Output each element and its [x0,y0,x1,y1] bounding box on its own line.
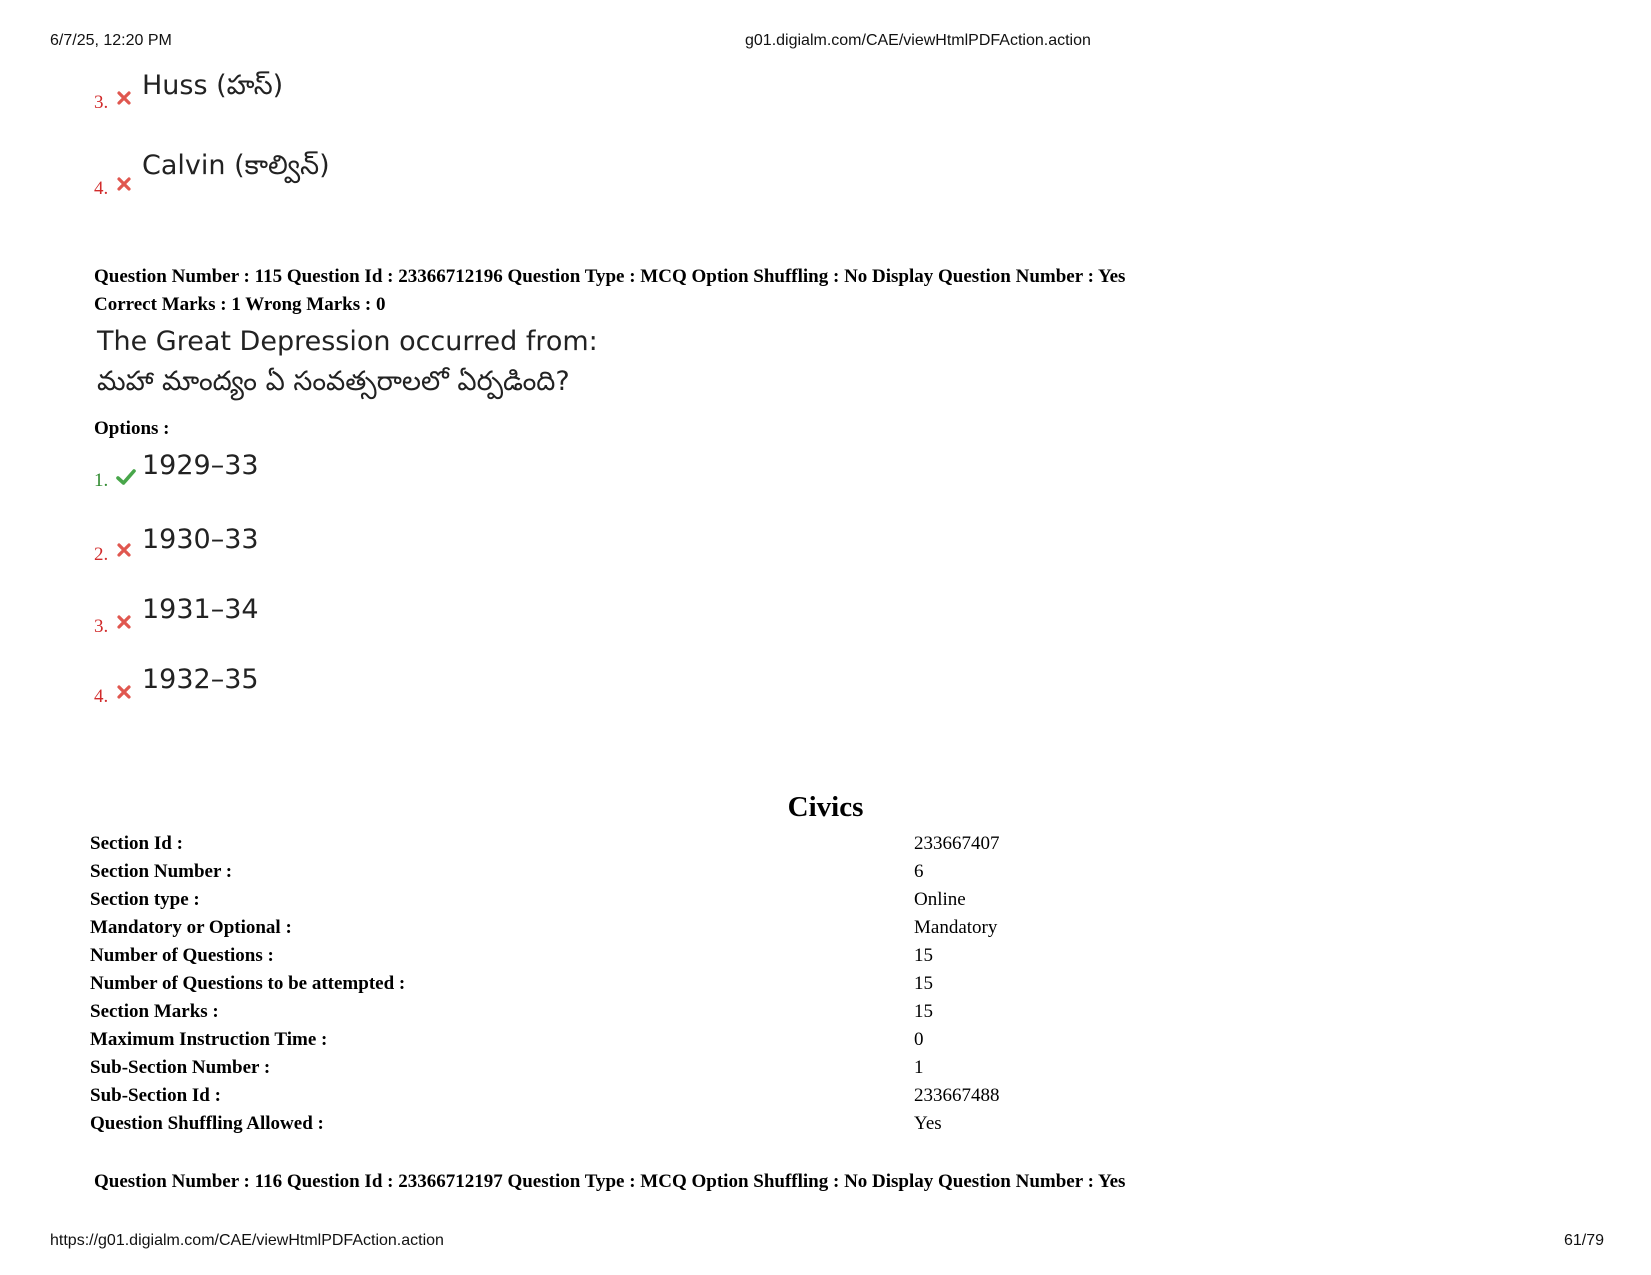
info-value: Online [914,889,966,910]
question-meta-line: Question Number : 115 Question Id : 23366712196 Question Type : MCQ Option Shuffling : No Display Question Number : Yes [94,266,1126,287]
section-title: Civics [787,791,864,823]
info-value: 1 [914,1057,924,1078]
checkmark-icon [116,468,136,486]
footer-url: https://g01.digialm.com/CAE/viewHtmlPDFAction.action [50,1232,444,1249]
option-number: 4. [94,178,109,199]
option-text: Calvin (కాల్విన్) [142,150,330,181]
question-text-english: The Great Depression occurred from: [97,326,598,357]
info-label: Mandatory or Optional : [90,917,292,938]
print-datetime: 6/7/25, 12:20 PM [50,32,172,49]
info-label: Section Id : [90,833,183,854]
option-text: Huss (హస్) [142,70,284,101]
option-number: 4. [94,686,109,707]
option-number: 3. [94,92,109,113]
option-text: 1929–33 [142,450,259,481]
question-meta-line: Question Number : 116 Question Id : 23366712197 Question Type : MCQ Option Shuffling : No Display Question Number : Yes [94,1171,1126,1192]
option-text: 1932–35 [142,664,259,695]
info-label: Sub-Section Number : [90,1057,271,1078]
options-label: Options : [94,418,170,439]
info-label: Section Number : [90,861,233,882]
info-value: 15 [914,973,933,994]
info-value: 233667488 [914,1085,1000,1106]
info-label: Sub-Section Id : [90,1085,221,1106]
cross-icon [116,176,132,192]
option-text: 1930–33 [142,524,259,555]
info-value: Mandatory [914,917,998,938]
question-text-telugu: మహా మాంద్యం ఏ సంవత్సరాలలో ఏర్పడింది? [97,366,570,397]
info-value: 233667407 [914,833,1000,854]
info-value: 15 [914,945,933,966]
info-label: Section type : [90,889,200,910]
info-value: 6 [914,861,924,882]
info-label: Number of Questions to be attempted : [90,973,406,994]
option-text: 1931–34 [142,594,259,625]
info-value: 0 [914,1029,924,1050]
print-page-url: g01.digialm.com/CAE/viewHtmlPDFAction.action [745,32,1091,49]
info-value: 15 [914,1001,933,1022]
info-label: Number of Questions : [90,945,274,966]
info-label: Maximum Instruction Time : [90,1029,328,1050]
info-value: Yes [914,1113,942,1134]
cross-icon [116,614,132,630]
question-marks-line: Correct Marks : 1 Wrong Marks : 0 [94,294,386,315]
info-label: Question Shuffling Allowed : [90,1113,324,1134]
cross-icon [116,90,132,106]
cross-icon [116,684,132,700]
info-label: Section Marks : [90,1001,219,1022]
option-number: 1. [94,470,109,491]
option-number: 3. [94,616,109,637]
cross-icon [116,542,132,558]
option-number: 2. [94,544,109,565]
page-number: 61/79 [1564,1232,1605,1249]
